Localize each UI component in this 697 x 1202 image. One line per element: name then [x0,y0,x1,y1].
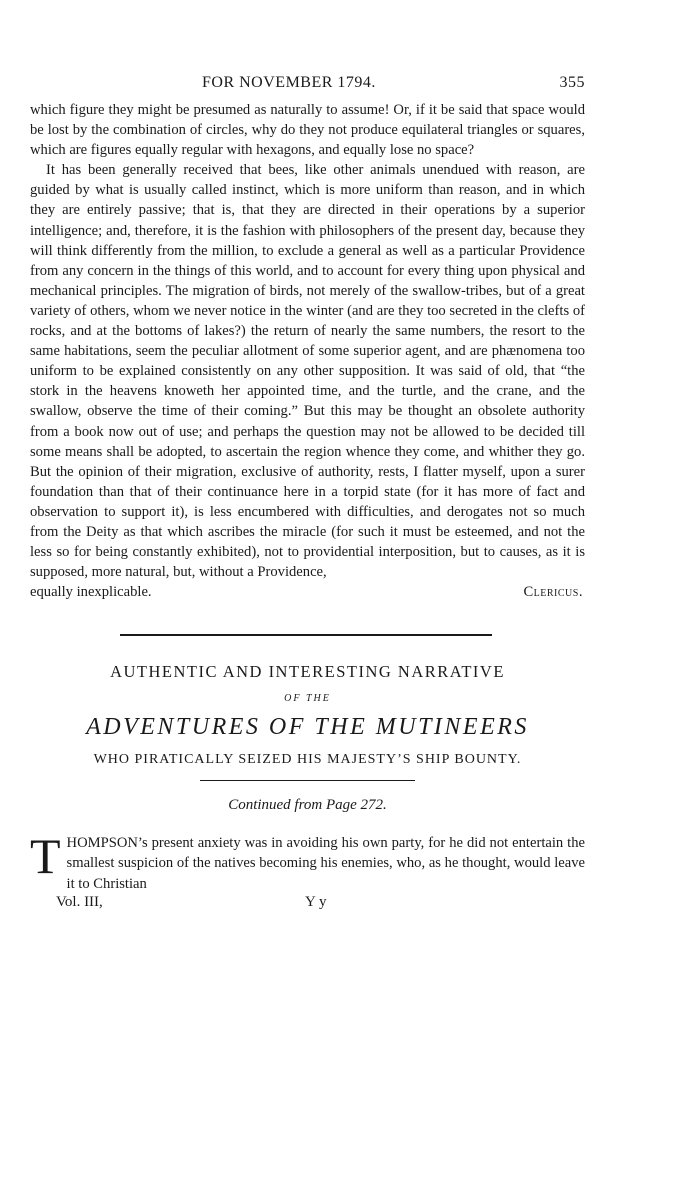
heading-rule [200,780,415,781]
article-title-line-3: ADVENTURES OF THE MUTINEERS [86,714,529,741]
letter-signature: Clericus. [523,584,583,601]
letter-signoff [30,582,585,602]
volume-label: Vol. III, [56,893,103,910]
section-divider [120,634,492,636]
signature-mark: Y y [305,893,327,910]
article-title-line-1: AUTHENTIC AND INTERESTING NARRATIVE [110,662,505,682]
running-title: FOR NOVEMBER 1794. [202,74,376,91]
page-footer [30,894,585,916]
article-heading [30,660,585,770]
letter-paragraph-2: It has been generally received that bees, like other animals unendued with reason, are guided by what is usually called instinct, which is more uniform than reason, and in which they are entirely passive; that is, that they are directed in their operations by a superior intelligence; and, therefore, it is the fashion with philosophers of the present day, because they will think differently from the million, to exclude a general as well as a particular Providence from any concern in the things of this world, and to account for every thing upon physical and mechanical principles. The migration of birds, not merely of the swallow-tribes, but of a great variety of others, whom we never notice in the winter (and are they too secreted in the clefts of rocks, and at the bottoms of lakes?) the return of nearly the same numbers, the resort to the same habitations, seem the peculiar allotment of some superior agent, and are phænomena too uniform to be explained consistently on any other supposition. It was said of old, that “the stork in the heavens knoweth her appointed time, and the turtle, and the crane, and the swallow, observe the time of their coming.” But this may be thought an obsolete authority from a book now out of use; and perhaps the question may not be allowed to be decided till some means shall be adopted, to ascertain the region whence they come, and whither they go. But the opinion of their migration, exclusive of authority, rests, I flatter myself, upon a surer foundation than that of their continuance here in a torpid state (for it has more of fact and observation to support it), is less encumbered with difficulties, and derogates not so much from the Deity as that which ascribes the miracle (for such it must be esteemed, and not the less so for being constantly exhibited), not to providential interposition, but to causes, as it is supposed, more natural, but, without a Providence, [30,162,585,581]
article-title-line-4: WHO PIRATICALLY SEIZED HIS MAJESTY’S SHIP BOUNTY. [93,752,522,768]
drop-cap: T [30,828,61,885]
page-number: 355 [559,74,585,91]
article-body [30,828,585,893]
letter-paragraph-1: which figure they might be presumed as naturally to assume! Or, if it be said that space would be lost by the combination of circles, why do they not produce equilateral triangles or squares, which are figures equally regular with hexagons, and equally lose no space? [30,102,585,159]
running-header [30,70,585,100]
article-title-line-2: OF THE [284,693,331,705]
article-opening-paragraph: HOMPSON’s present anxiety was in avoiding his own party, for he did not entertain the smallest suspicion of the natives becoming his enemies, who, as he thought, would leave it to Christian [66,835,585,892]
magazine-page [30,70,585,916]
continued-note: Continued from Page 272. [228,797,387,814]
letter-body [30,100,585,602]
closing-line: equally inexplicable. [30,584,152,601]
